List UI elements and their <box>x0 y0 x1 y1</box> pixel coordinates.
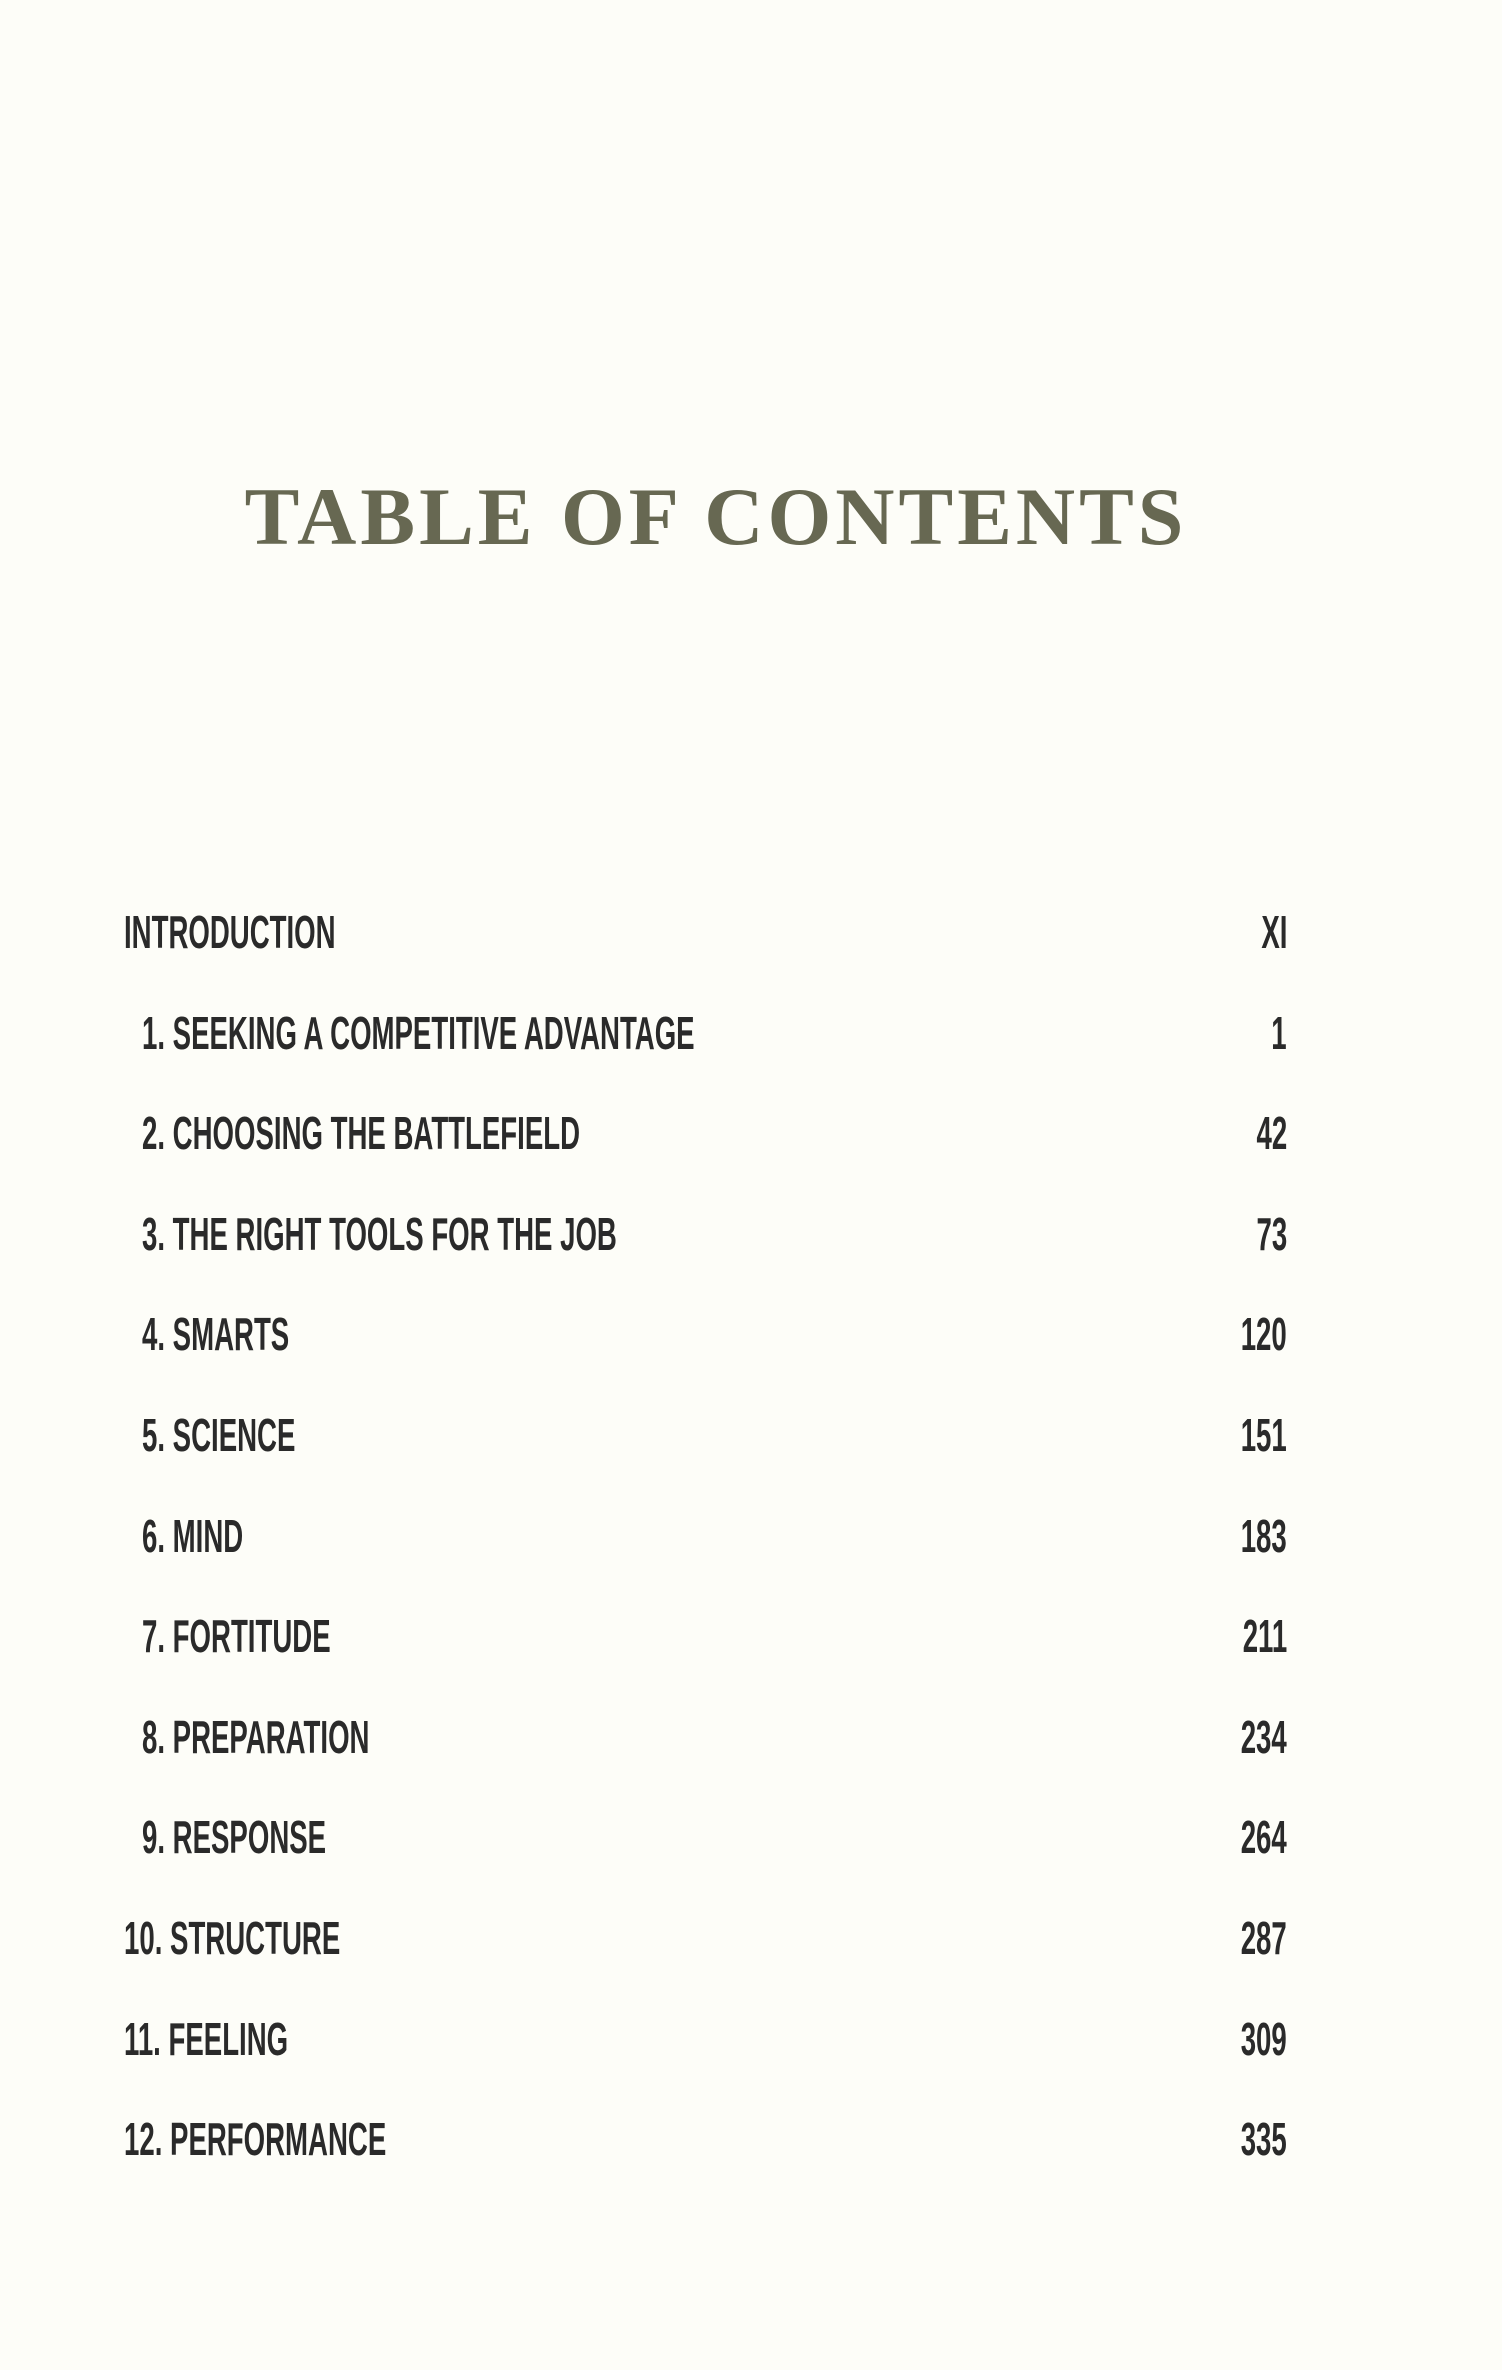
toc-entry-page: 73 <box>1256 1207 1287 1260</box>
toc-entry-page: 264 <box>1240 1811 1287 1864</box>
toc-entry[interactable] <box>0 1908 1502 1968</box>
toc-entry-page: 1 <box>1271 1006 1287 1059</box>
toc-entry[interactable] <box>0 1103 1502 1163</box>
toc-entry[interactable] <box>0 1506 1502 1566</box>
toc-entry-title: 11. FEELING <box>124 2012 289 2065</box>
toc-entry-title: 8. PREPARATION <box>142 1710 370 1763</box>
toc-entry-title: 9. RESPONSE <box>142 1811 327 1864</box>
page-title: TABLE OF CONTENTS <box>244 471 1188 562</box>
toc-entry[interactable] <box>0 1606 1502 1666</box>
toc-entry[interactable] <box>0 2109 1502 2169</box>
toc-entry-page: 120 <box>1240 1308 1287 1361</box>
toc-entry[interactable] <box>0 1204 1502 1264</box>
toc-entry-title: 1. SEEKING A COMPETITIVE ADVANTAGE <box>142 1006 695 1059</box>
toc-entry[interactable] <box>0 902 1502 962</box>
toc-entry-title: 5. SCIENCE <box>142 1409 296 1461</box>
toc-entry-title: 12. PERFORMANCE <box>124 2113 387 2166</box>
toc-entry[interactable] <box>0 1807 1502 1867</box>
toc-entry[interactable] <box>0 1707 1502 1767</box>
toc-entry-page: 287 <box>1240 1912 1287 1964</box>
toc-entry-title: 2. CHOOSING THE BATTLEFIELD <box>142 1107 581 1160</box>
toc-entry-title: 4. SMARTS <box>142 1308 290 1361</box>
toc-entry-title: 3. THE RIGHT TOOLS FOR THE JOB <box>142 1207 617 1260</box>
toc-entry-page: 234 <box>1240 1710 1287 1763</box>
toc-entry-title: 10. STRUCTURE <box>124 1912 341 1964</box>
toc-entry-title: 6. MIND <box>142 1509 244 1562</box>
toc-entry-page: 151 <box>1240 1409 1287 1461</box>
toc-entry-page: 309 <box>1240 2012 1287 2065</box>
toc-entry[interactable] <box>0 2009 1502 2069</box>
toc-entry[interactable] <box>0 1405 1502 1465</box>
toc-entry-page: 211 <box>1242 1610 1287 1663</box>
toc-entry-page: 183 <box>1240 1509 1287 1562</box>
toc-entry-page: XI <box>1260 906 1287 958</box>
toc-entry[interactable] <box>0 1304 1502 1364</box>
toc-entry[interactable] <box>0 1003 1502 1063</box>
toc-entry-title: INTRODUCTION <box>124 906 336 958</box>
toc-entry-page: 42 <box>1256 1107 1287 1160</box>
toc-entry-title: 7. FORTITUDE <box>142 1610 331 1663</box>
toc-entry-page: 335 <box>1240 2113 1287 2166</box>
